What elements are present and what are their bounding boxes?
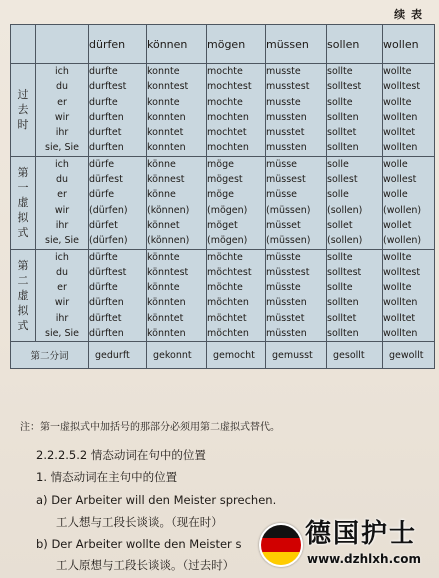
header-verb: dürfen: [89, 25, 147, 64]
header-verb: müssen: [266, 25, 327, 64]
participle-cell: gesollt: [327, 342, 383, 369]
modal-verb-conjugation-table: [10, 24, 435, 369]
participle-cell: gewollt: [383, 342, 435, 369]
conjugation-cell: dürfe dürfest dürfe (dürfen) dürfet (dürfen): [89, 156, 147, 249]
participle-cell: gedurft: [89, 342, 147, 369]
pronoun-column: ich du er wir ihr sie, Sie: [36, 64, 89, 157]
conjugation-cell: musste musstest musste mussten musstet mussten: [266, 64, 327, 157]
conjugation-cell: dürfte dürftest dürfte dürften dürftet dürften: [89, 249, 147, 342]
example-b-chinese: 工人原想与工段长谈谈。（过去时）: [56, 558, 235, 572]
watermark-logo: [255, 510, 433, 574]
header-empty-cell: [36, 25, 89, 64]
header-verb: mögen: [207, 25, 266, 64]
conjugation-cell: müsse müssest müsse (müssen) müsset (müssen): [266, 156, 327, 249]
table-footnote: 注：第一虚拟式中加括号的那部分必须用第二虚拟式替代。: [20, 422, 280, 433]
conjugation-cell: möchte möchtest möchte möchten möchtet möchten: [207, 249, 266, 342]
conjugation-cell: möge mögest möge (mögen) möget (mögen): [207, 156, 266, 249]
section-label-subjunctive-two: 第 二 虚 拟 式: [11, 249, 36, 342]
header-verb: wollen: [383, 25, 435, 64]
pronoun-column: ich du er wir ihr sie, Sie: [36, 249, 89, 342]
table-row-past-participle: [11, 342, 435, 369]
example-a-german: a) Der Arbeiter will den Meister sprechen.: [36, 493, 277, 507]
participle-cell: gemocht: [207, 342, 266, 369]
conjugation-cell: sollte solltest sollte sollten solltet sollten: [327, 64, 383, 157]
header-empty-cell: [11, 25, 36, 64]
conjugation-cell: wollte wolltest wollte wollten wolltet wollten: [383, 249, 435, 342]
header-verb: können: [147, 25, 207, 64]
conjugation-cell: solle sollest solle (sollen) sollet (sollen): [327, 156, 383, 249]
past-participle-label: 第二分词: [11, 342, 89, 369]
table-header-row: [11, 25, 435, 64]
table-row-subjunctive-two: [11, 249, 435, 342]
header-verb: sollen: [327, 25, 383, 64]
section-label-past-tense: 过 去 时: [11, 64, 36, 157]
participle-cell: gekonnt: [147, 342, 207, 369]
example-b-german: b) Der Arbeiter wollte den Meister s: [36, 537, 242, 551]
section-heading: 2.2.2.5.2 情态动词在句中的位置: [36, 448, 206, 462]
german-flag-icon: [259, 523, 303, 567]
table-row-past-tense: [11, 64, 435, 157]
example-a-chinese: 工人想与工段长谈谈。（现在时）: [56, 515, 223, 529]
watermark-url: www.dzhlxh.com: [307, 552, 421, 566]
conjugation-cell: sollte solltest sollte sollten solltet sollten: [327, 249, 383, 342]
subsection-heading: 1. 情态动词在主句中的位置: [36, 470, 178, 484]
conjugation-cell: könnte könntest könnte könnten könntet könnten: [147, 249, 207, 342]
continued-label: 续 表: [394, 8, 423, 21]
conjugation-cell: wolle wollest wolle (wollen) wollet (wollen): [383, 156, 435, 249]
conjugation-cell: durfte durftest durfte durften durftet durften: [89, 64, 147, 157]
conjugation-cell: müsste müsstest müsste müssten müsstet müssten: [266, 249, 327, 342]
conjugation-cell: wollte wolltest wollte wollten wolltet wollten: [383, 64, 435, 157]
watermark-title: 德国护士: [305, 519, 418, 549]
conjugation-cell: konnte konntest konnte konnten konntet konnten: [147, 64, 207, 157]
conjugation-cell: mochte mochtest mochte mochten mochtet mochten: [207, 64, 266, 157]
participle-cell: gemusst: [266, 342, 327, 369]
pronoun-column: ich du er wir ihr sie, Sie: [36, 156, 89, 249]
table-row-subjunctive-one: [11, 156, 435, 249]
section-label-subjunctive-one: 第 一 虚 拟 式: [11, 156, 36, 249]
conjugation-cell: könne könnest könne (können) könnet (können): [147, 156, 207, 249]
